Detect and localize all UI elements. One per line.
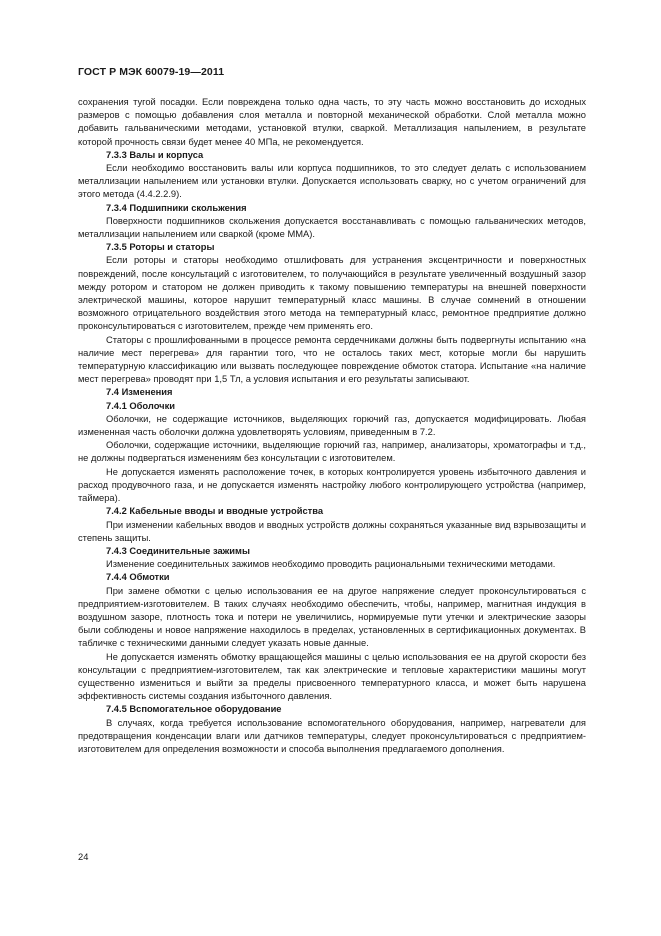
paragraph: Оболочки, содержащие источники, выделяющие горючий газ, например, анализаторы, хроматографы и т.д., не должны подвергаться изменениям без консультации с изготовителем. <box>78 440 586 464</box>
section-heading-7-4-5: 7.4.5 Вспомогательное оборудование <box>106 704 282 715</box>
paragraph: При изменении кабельных вводов и вводных устройств должны сохраняться указанные вид взрывозащиты и степень защиты. <box>78 519 586 543</box>
paragraph: При замене обмотки с целью использования ее на другое напряжение следует проконсультироваться с предприятием-изготовителем. В таких случаях необходимо обеспечить, чтобы, например, магнитная индукция в воздушном зазоре, плотность тока и потери не увеличились, нормируемые пути утечки и электрические зазоры были соблюдены и новое напряжение находилось в пределах, установленных в сертификационных документах. В табличке с техническими данными следует указать новые данные. <box>78 585 586 649</box>
section-heading-7-4: 7.4 Изменения <box>106 387 173 398</box>
paragraph: Статоры с прошлифованными в процессе ремонта сердечниками должны быть подвергнуты испытанию «на наличие мест перегрева» для гарантии того, что не осталось таких мест, которые могли бы нарушить температурную классификацию или вызвать последующее повреждение обмоток статора. Испытание «на наличие мест перегрева» проводят при 1,5 Тл, а условия испытания и его результаты записывают. <box>78 334 586 385</box>
section-heading-7-4-3: 7.4.3 Соединительные зажимы <box>106 545 250 556</box>
paragraph-continuation: сохранения тугой посадки. Если повреждена только одна часть, то эту часть можно восстановить до исходных размеров с помощью добавления слоя металла и повторной механической обработки. Слой металла можно добавить гальваническими методами, установкой втулки, сваркой. Металлизация напылением, в результате которой прочность связи будет менее 40 МПа, не рекомендуется. <box>78 97 586 147</box>
section-heading-7-3-4: 7.3.4 Подшипники скольжения <box>106 202 247 213</box>
paragraph: Не допускается изменять обмотку вращающейся машины с целью использования ее на другой скорости без консультации с предприятием-изготовителем, так как электрические и тепловые характеристики машины могут существенно измениться и выйти за пределы присвоенного температурного класса, и может быть нарушена эффективность системы создания избыточного давления. <box>78 651 586 702</box>
paragraph: В случаях, когда требуется использование вспомогательного оборудования, например, нагреватели для предотвращения конденсации влаги или датчиков температуры, следует проконсультироваться с предприятием-изготовителем для определения возможности и способа выполнения предлагаемого дополнения. <box>78 717 586 754</box>
paragraph: Не допускается изменять расположение точек, в которых контролируется уровень избыточного давления и расход продувочного газа, и не допускается изменять настройку любого контролирующего устройства (например, таймера). <box>78 466 586 504</box>
paragraph: Поверхности подшипников скольжения допускается восстанавливать с помощью гальванических методов, металлизации напылением или сваркой (кроме ММА). <box>78 215 586 240</box>
section-heading-7-4-4: 7.4.4 Обмотки <box>106 572 170 583</box>
paragraph: Оболочки, не содержащие источников, выделяющих горючий газ, допускается модифицировать. Любая измененная часть оболочки должна удовлетворять условиям, приведенным в 7.2. <box>78 413 586 438</box>
document-header: ГОСТ Р МЭК 60079-19—2011 <box>78 66 225 78</box>
document-body <box>78 96 586 756</box>
section-heading-7-3-3: 7.3.3 Валы и корпуса <box>106 149 204 160</box>
section-heading-7-3-5: 7.3.5 Роторы и статоры <box>106 242 215 253</box>
paragraph: Изменение соединительных зажимов необходимо проводить рациональными техническими методами. <box>106 559 556 570</box>
section-heading-7-4-1: 7.4.1 Оболочки <box>106 400 176 411</box>
paragraph: Если роторы и статоры необходимо отшлифовать для устранения эксцентричности и поверхностных повреждений, после консультаций с изготовителем, то получающийся в результате увеличенный воздушный зазор между ротором и статором не должен приводить к такому повышению температуры на внешней поверхности электрической машины, которое нарушит температурный класс машины. В случае сомнений в отношении возможного отрицательного воздействия этого метода на температурный класс, ремонтное предприятие должно проконсультироваться с изготовителем, прежде чем применять его. <box>78 255 586 332</box>
section-heading-7-4-2: 7.4.2 Кабельные вводы и вводные устройства <box>106 506 324 517</box>
paragraph: Если необходимо восстановить валы или корпуса подшипников, то это следует делать с использованием металлизации напылением или установки втулки. Допускается использовать сварку, но с учетом ограничений для этого метода (4.4.2.2.9). <box>78 163 586 200</box>
page-number: 24 <box>78 852 89 862</box>
